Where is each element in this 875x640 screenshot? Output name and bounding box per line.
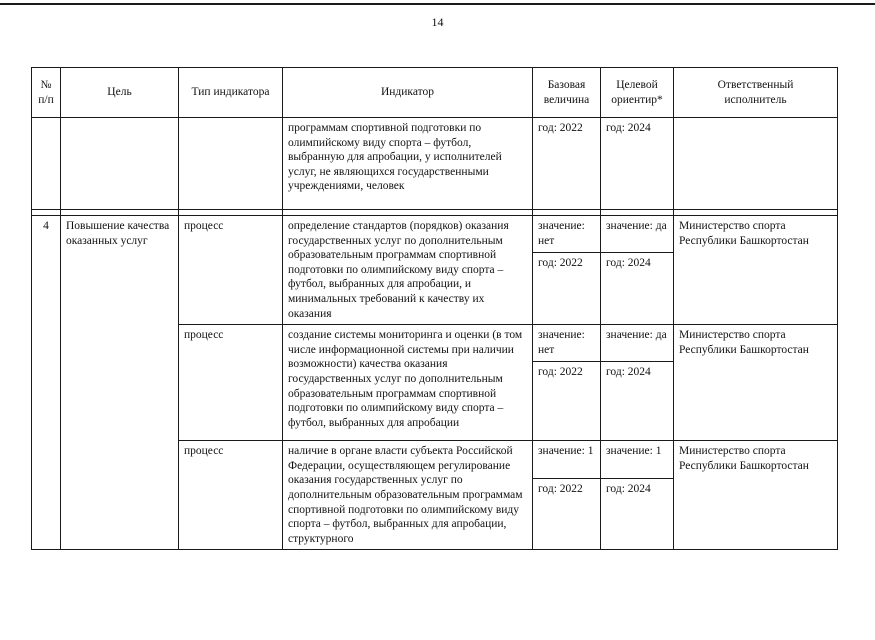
- cell-item2-type: процесс: [179, 325, 283, 441]
- cell-item3-base-year: год: 2022: [533, 478, 601, 550]
- cell-row4-num: 4: [32, 216, 61, 550]
- cell-item2-target-value: значение: да: [601, 325, 674, 362]
- cell-item1-target-value: значение: да: [601, 216, 674, 253]
- header-target: [601, 68, 674, 118]
- header-target-line1: Целевой: [616, 78, 658, 91]
- cell-item2-responsible: Министерство спорта Республики Башкортостан: [674, 325, 838, 441]
- cell-cont-indicator: программам спортивной подготовки по олимпийскому виду спорта – футбол, выбранную для апробации, у исполнителей услуг, не являющихся государственными учреждениями, человек: [283, 118, 533, 210]
- top-border-line: [0, 3, 875, 5]
- header-type: Тип индикатора: [179, 68, 283, 118]
- table-row-continuation: [32, 118, 838, 210]
- cell-item3-responsible: Министерство спорта Республики Башкортостан: [674, 441, 838, 550]
- header-num: [32, 68, 61, 118]
- page-number: 14: [431, 15, 444, 29]
- header-target-line2: ориентир*: [611, 93, 663, 106]
- cell-item1-responsible: Министерство спорта Республики Башкортостан: [674, 216, 838, 325]
- indicators-table: [31, 67, 838, 550]
- cell-item3-target-year: год: 2024: [601, 478, 674, 550]
- header-base-line2: величина: [543, 93, 590, 106]
- cell-row4-goal: Повышение качества оказанных услуг: [61, 216, 179, 550]
- cell-item1-indicator: определение стандартов (порядков) оказания государственных услуг по дополнительным образовательным программам спортивной подготовки по олимпийскому виду спорта – футбол, выбранных для апробации, и минимальных требований к качеству их оказания: [283, 216, 533, 325]
- table-row-item-1a: [32, 216, 838, 253]
- cell-cont-goal: [61, 118, 179, 210]
- cell-cont-base: год: 2022: [533, 118, 601, 210]
- cell-item3-indicator: наличие в органе власти субъекта Российской Федерации, осуществляющем регулирование оказания государственных услуг по дополнительным образовательным программам спортивной подготовки по олимпийскому виду спорта – футбол, выбранных для апробации, структурного: [283, 441, 533, 550]
- header-indicator: Индикатор: [283, 68, 533, 118]
- cell-item3-base-value: значение: 1: [533, 441, 601, 478]
- header-goal: Цель: [61, 68, 179, 118]
- cell-item1-type: процесс: [179, 216, 283, 325]
- cell-cont-num: [32, 118, 61, 210]
- header-num-line2: п/п: [38, 93, 54, 106]
- header-responsible: [674, 68, 838, 118]
- cell-cont-target: год: 2024: [601, 118, 674, 210]
- header-base: [533, 68, 601, 118]
- cell-cont-type: [179, 118, 283, 210]
- cell-item1-base-value: значение: нет: [533, 216, 601, 253]
- cell-item2-base-value: значение: нет: [533, 325, 601, 362]
- header-num-line1: №: [40, 78, 52, 91]
- cell-item3-type: процесс: [179, 441, 283, 550]
- header-resp-line1: Ответственный: [717, 78, 794, 91]
- cell-item2-base-year: год: 2022: [533, 362, 601, 441]
- cell-item3-target-value: значение: 1: [601, 441, 674, 478]
- header-base-line1: Базовая: [547, 78, 586, 91]
- cell-item1-target-year: год: 2024: [601, 253, 674, 325]
- cell-item1-base-year: год: 2022: [533, 253, 601, 325]
- cell-cont-responsible: [674, 118, 838, 210]
- cell-item2-indicator: создание системы мониторинга и оценки (в том числе информационной системы при наличии возможности) качества оказания государственных услуг по дополнительным образовательным программам спортивной подготовки по олимпийскому виду спорта – футбол, выбранных для апробации: [283, 325, 533, 441]
- cell-item2-target-year: год: 2024: [601, 362, 674, 441]
- header-resp-line2: исполнитель: [724, 93, 787, 106]
- table-header-row: [32, 68, 838, 118]
